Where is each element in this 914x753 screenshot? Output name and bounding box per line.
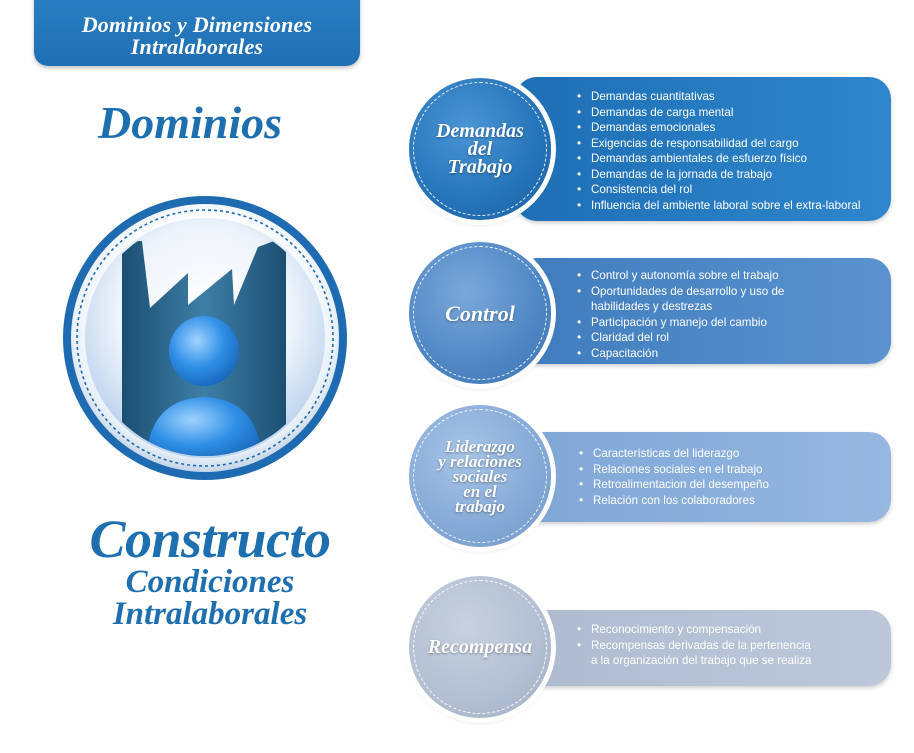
list-item: • Demandas cuantitativas <box>577 89 860 105</box>
domain-name-liderazgo: Liderazgo y relaciones sociales en el trabajo <box>438 436 522 516</box>
list-item: • Control y autonomía sobre el trabajo <box>577 268 784 284</box>
domain-box-control <box>515 258 891 364</box>
list-item: • Influencia del ambiente laboral sobre el extra-laboral <box>577 198 860 214</box>
domain-circle-control <box>409 242 551 384</box>
domain-box-recompensa <box>515 610 891 686</box>
list-item: • Reconocimiento y compensación <box>577 622 811 638</box>
list-item: • Recompensas derivadas de la pertenencia <box>577 638 811 654</box>
dimension-list <box>577 268 784 361</box>
list-item: • Capacitación <box>577 346 784 362</box>
list-item: • Consistencia del rol <box>577 182 860 198</box>
list-item: • Características del liderazgo <box>579 446 769 462</box>
construct-subtitle-line1: Condiciones <box>125 564 295 600</box>
header-title-line2: Intralaborales <box>130 34 264 59</box>
domain-name-recompensa: Recompensa <box>427 635 533 658</box>
list-item: • Relaciones sociales en el trabajo <box>579 462 769 478</box>
dimension-list <box>577 622 811 669</box>
list-item: • Demandas de carga mental <box>577 105 860 121</box>
list-item: • Retroalimentacion del desempeño <box>579 477 769 493</box>
header-banner <box>34 0 360 66</box>
factory-person-icon <box>60 193 350 483</box>
dominios-heading: Dominios <box>98 97 283 148</box>
domain-circle-demandas <box>409 78 551 220</box>
list-item: habilidades y destrezas <box>591 300 713 313</box>
domain-name-control: Control <box>445 300 515 326</box>
list-item: • Exigencias de responsabilidad del cargo <box>577 136 860 152</box>
list-item: • Claridad del rol <box>577 330 784 346</box>
domain-box-liderazgo <box>515 432 891 522</box>
dimension-list <box>577 89 860 213</box>
list-item: • Oportunidades de desarrollo y uso de <box>577 284 784 300</box>
domain-box-demandas <box>515 77 891 221</box>
list-item: • Participación y manejo del cambio <box>577 315 784 331</box>
domain-name-demandas: Demandas del Trabajo <box>436 120 524 178</box>
construct-subtitle-line2: Intralaborales <box>112 596 308 632</box>
list-item: • Demandas ambientales de esfuerzo físico <box>577 151 860 167</box>
list-item: • Relación con los colaboradores <box>579 493 769 509</box>
list-item: • Demandas de la jornada de trabajo <box>577 167 860 183</box>
header-title-line1: Dominios y Dimensiones <box>81 12 313 37</box>
dimension-list <box>579 446 769 508</box>
domain-circle-recompensa <box>409 576 551 718</box>
list-item: a la organización del trabajo que se realiza <box>591 654 812 667</box>
list-item: • Demandas emocionales <box>577 120 860 136</box>
construct-title: Constructo <box>89 509 331 569</box>
domain-circle-liderazgo <box>409 405 551 547</box>
